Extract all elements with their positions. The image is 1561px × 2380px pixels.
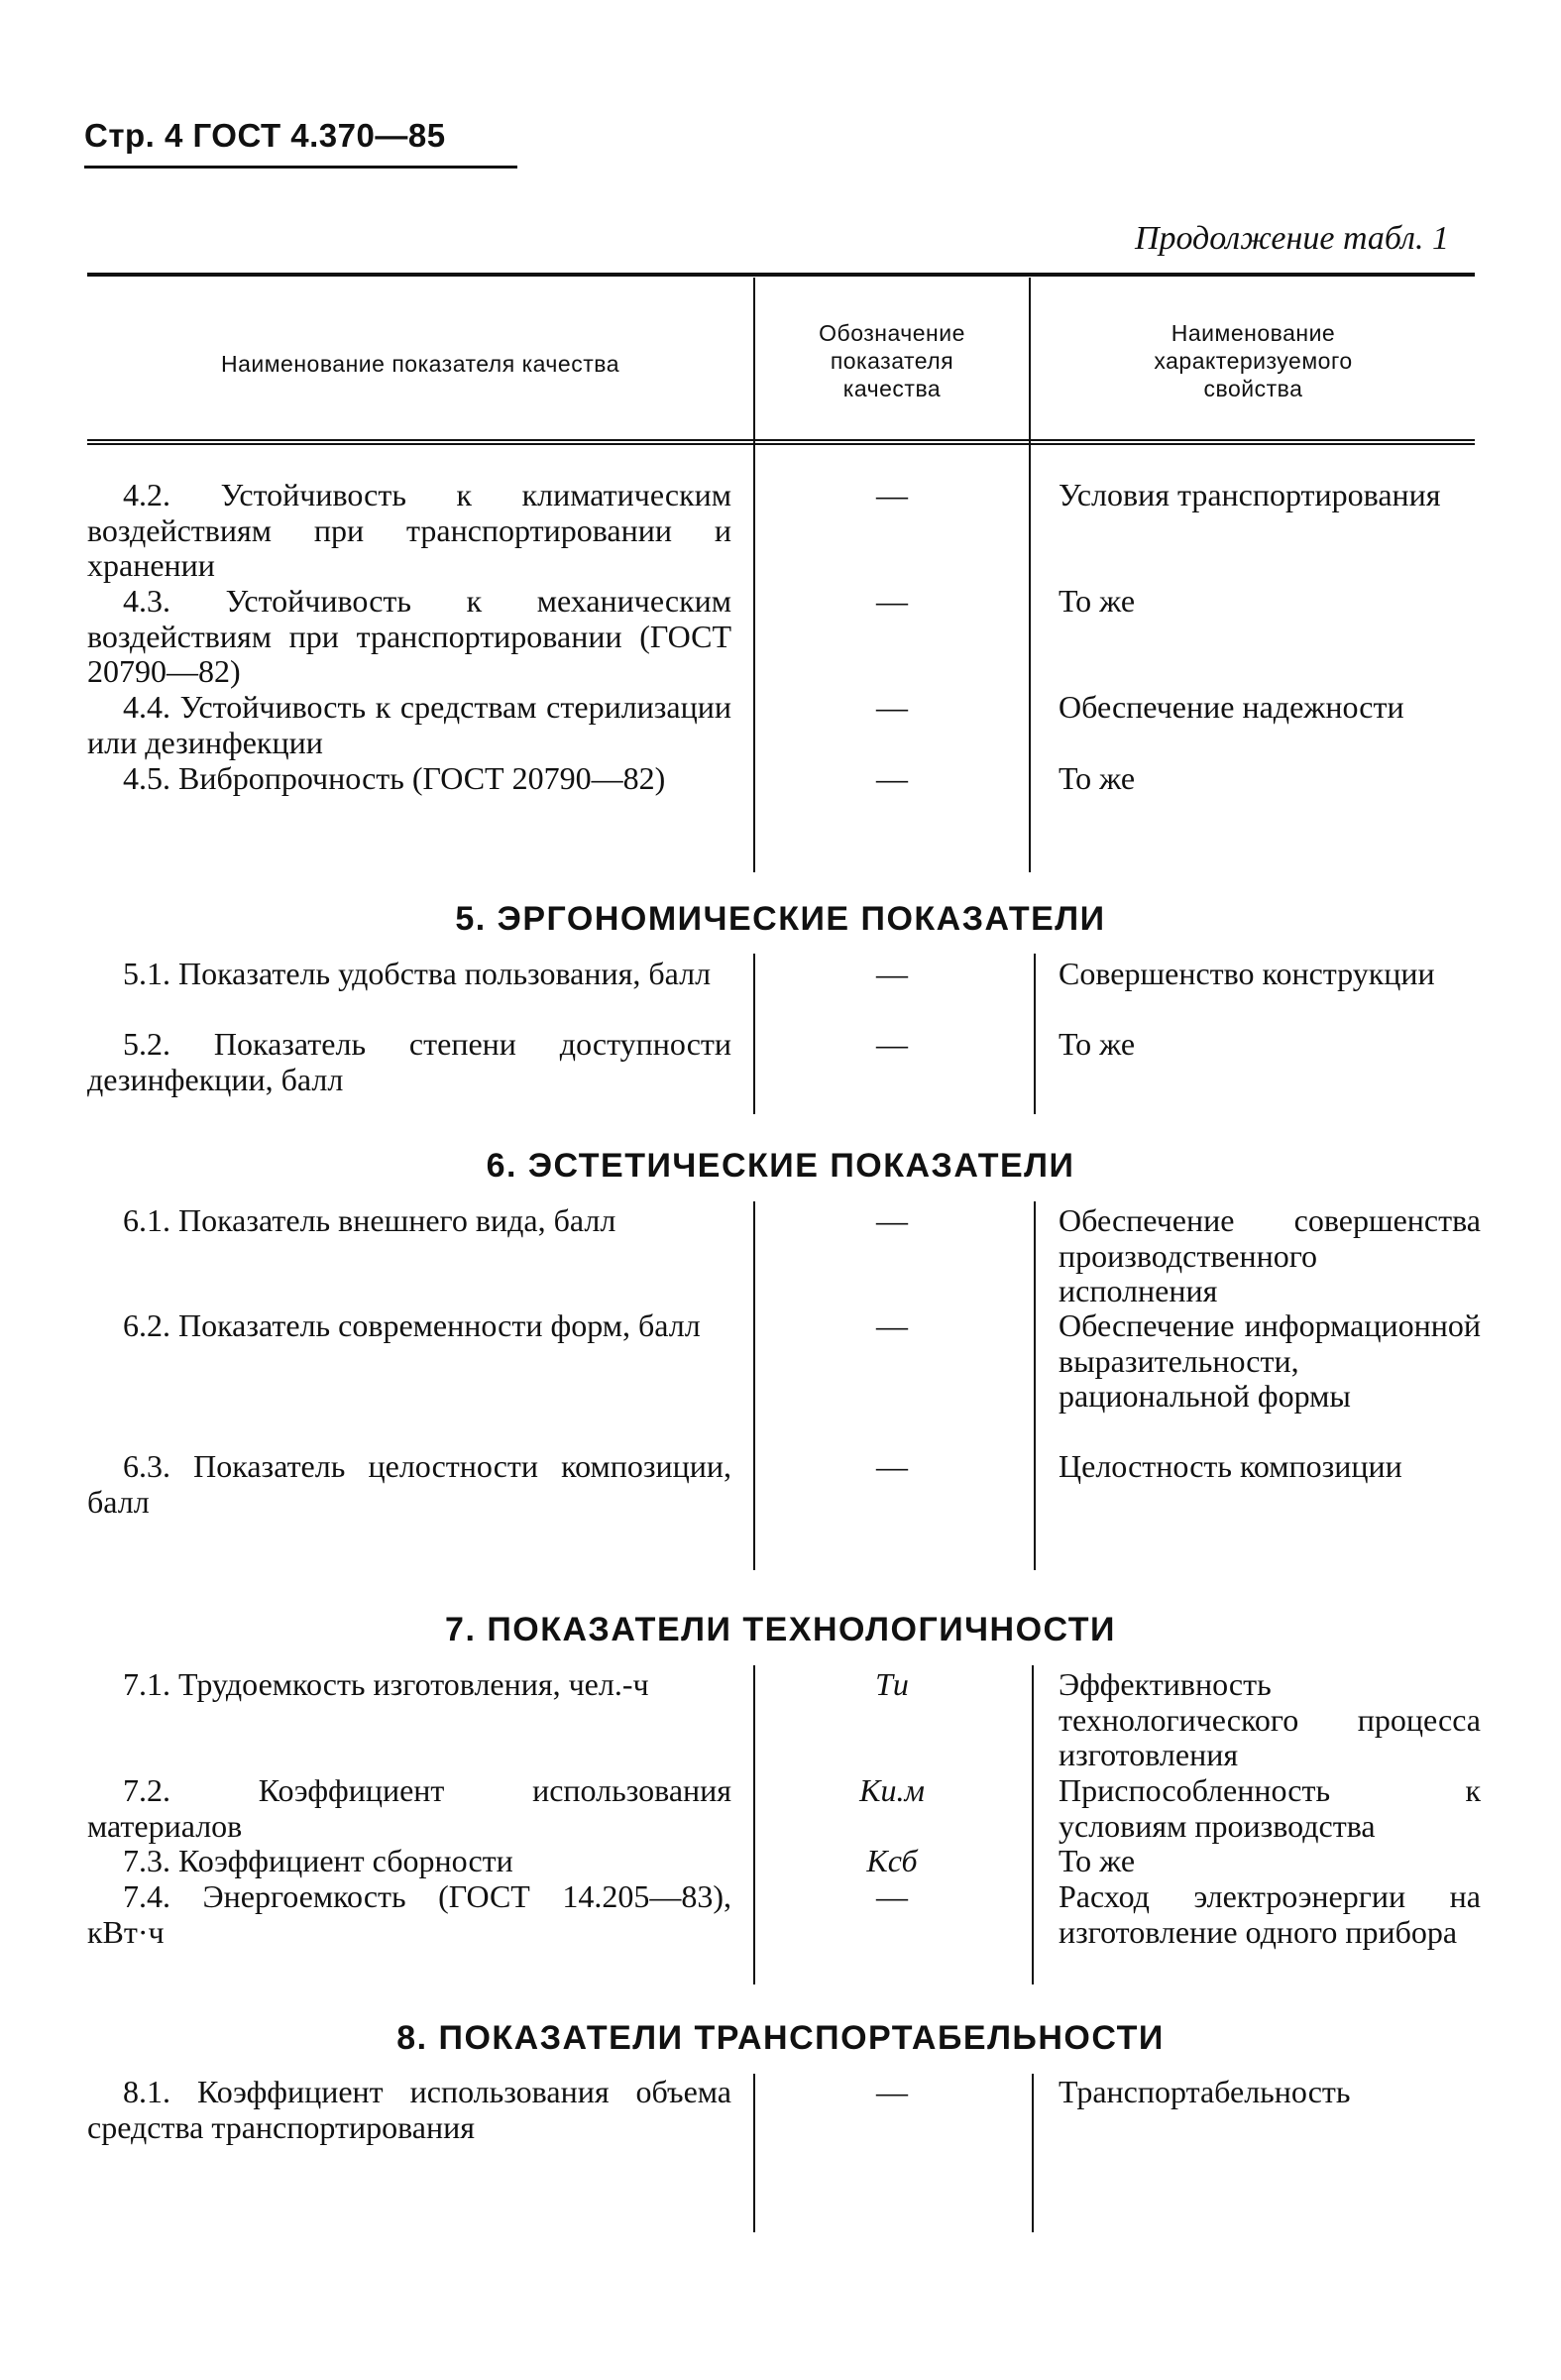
indicator-name: 6.2. Показатель современности форм, балл: [123, 1307, 701, 1343]
characterized-property: То же: [1059, 1026, 1136, 1062]
column-header-name: Наименование показателя качества: [221, 351, 619, 377]
indicator-designation: Kи.м: [859, 1772, 925, 1808]
column-divider: [753, 1201, 755, 1570]
characterized-property: Расход электроэнергии на изготовление одного прибора: [1059, 1878, 1481, 1950]
characterized-property: То же: [1059, 583, 1136, 619]
indicator-name: 7.4. Энергоемкость (ГОСТ 14.205—83), кВт·ч: [87, 1878, 731, 1950]
indicator-designation: Tи: [875, 1666, 909, 1702]
characterized-property: Обеспечение надежности: [1059, 689, 1404, 725]
indicator-designation: —: [876, 760, 908, 796]
indicator-designation: —: [876, 2074, 908, 2109]
indicator-name: 6.1. Показатель внешнего вида, балл: [123, 1202, 616, 1238]
indicator-name: 7.3. Коэффициент сборности: [123, 1843, 513, 1878]
characterized-property: Обеспечение информационной выразительности, рациональной формы: [1059, 1307, 1481, 1414]
column-divider: [1034, 954, 1036, 1114]
column-header-designation: Обозначение показателя качества: [819, 320, 965, 401]
column-header-property: Наименование характеризуемого свойства: [1154, 320, 1353, 401]
characterized-property: Условия транспортирования: [1059, 477, 1441, 512]
column-divider: [753, 2074, 755, 2232]
characterized-property: Обеспечение совершенства производственного исполнения: [1059, 1202, 1481, 1308]
indicator-name: 6.3. Показатель целостности композиции, балл: [87, 1448, 731, 1520]
indicator-designation: —: [876, 583, 908, 619]
indicator-name: 5.1. Показатель удобства пользования, балл: [123, 956, 712, 991]
column-divider: [1029, 278, 1031, 872]
page-header: Стр. 4 ГОСТ 4.370—85: [84, 117, 446, 154]
column-divider: [1032, 2074, 1034, 2232]
indicator-designation: —: [876, 1307, 908, 1343]
indicator-designation: —: [876, 1878, 908, 1914]
characterized-property: Транспортабельность: [1059, 2074, 1351, 2109]
column-divider: [1034, 1201, 1036, 1570]
characterized-property: Приспособленность к условиям производства: [1059, 1772, 1481, 1844]
indicator-name: 7.2. Коэффициент использования материалов: [87, 1772, 731, 1844]
characterized-property: Эффективность технологического процесса изготовления: [1059, 1666, 1481, 1772]
indicator-designation: Kсб: [866, 1843, 918, 1878]
column-divider: [753, 1665, 755, 1984]
section-title: 8. ПОКАЗАТЕЛИ ТРАНСПОРТАБЕЛЬНОСТИ: [396, 2019, 1165, 2057]
table-top-rule: [87, 273, 1475, 277]
indicator-designation: —: [876, 689, 908, 725]
indicator-name: 7.1. Трудоемкость изготовления, чел.-ч: [123, 1666, 649, 1702]
indicator-name: 8.1. Коэффициент использования объема средства транспортирования: [87, 2074, 731, 2145]
indicator-name: 4.2. Устойчивость к климатическим воздействиям при транспортировании и хранении: [87, 477, 731, 583]
section-title: 7. ПОКАЗАТЕЛИ ТЕХНОЛОГИЧНОСТИ: [445, 1611, 1116, 1648]
characterized-property: То же: [1059, 1843, 1136, 1878]
header-rule: [84, 166, 517, 169]
characterized-property: То же: [1059, 760, 1136, 796]
table-header-rule: [87, 439, 1475, 445]
indicator-name: 4.3. Устойчивость к механическим воздействиям при транспортировании (ГОСТ 20790—82): [87, 583, 731, 689]
column-divider: [753, 278, 755, 872]
indicator-name: 4.4. Устойчивость к средствам стерилизации или дезинфекции: [87, 689, 731, 760]
indicator-designation: —: [876, 956, 908, 991]
column-divider: [753, 954, 755, 1114]
indicator-designation: —: [876, 1026, 908, 1062]
table-continuation-label: Продолжение табл. 1: [1134, 220, 1449, 257]
column-divider: [1032, 1665, 1034, 1984]
section-title: 6. ЭСТЕТИЧЕСКИЕ ПОКАЗАТЕЛИ: [486, 1147, 1075, 1185]
indicator-name: 5.2. Показатель степени доступности дезинфекции, балл: [87, 1026, 731, 1097]
indicator-name: 4.5. Вибропрочность (ГОСТ 20790—82): [123, 760, 666, 796]
indicator-designation: —: [876, 477, 908, 512]
characterized-property: Целостность композиции: [1059, 1448, 1402, 1484]
indicator-designation: —: [876, 1448, 908, 1484]
indicator-designation: —: [876, 1202, 908, 1238]
section-title: 5. ЭРГОНОМИЧЕСКИЕ ПОКАЗАТЕЛИ: [455, 900, 1106, 938]
characterized-property: Совершенство конструкции: [1059, 956, 1435, 991]
